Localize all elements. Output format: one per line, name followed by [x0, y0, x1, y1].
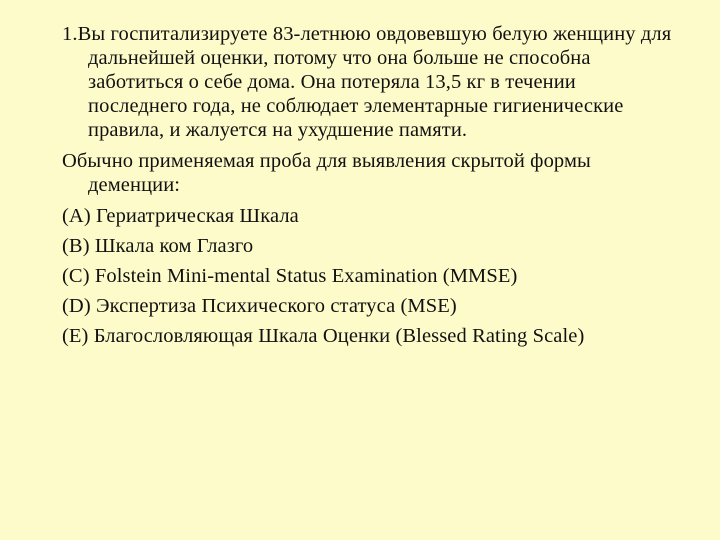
option-b: (B) Шкала ком Глазго: [62, 235, 254, 257]
option-c: (C) Folstein Mini-mental Status Examination (MMSE): [62, 265, 518, 287]
option-e: (E) Благословляющая Шкала Оценки (Blessed Rating Scale): [62, 325, 585, 347]
option-a: (A) Гериатрическая Шкала: [62, 205, 299, 227]
question-case-text: 1.Вы госпитализируете 83-летнюю овдовевшую белую женщину для дальнейшей оценки, потому что она больше не способна заботиться о себе дома. Она потеряла 13,5 кг в течении последнего года, не соблюдает элементарные гигиенические правила, и жалуется на ухудшение памяти.: [62, 23, 672, 141]
question-prompt-text: Обычно применяемая проба для выявления скрытой формы деменции:: [62, 150, 591, 196]
option-d: (D) Экспертиза Психического статуса (MSE): [62, 295, 457, 317]
